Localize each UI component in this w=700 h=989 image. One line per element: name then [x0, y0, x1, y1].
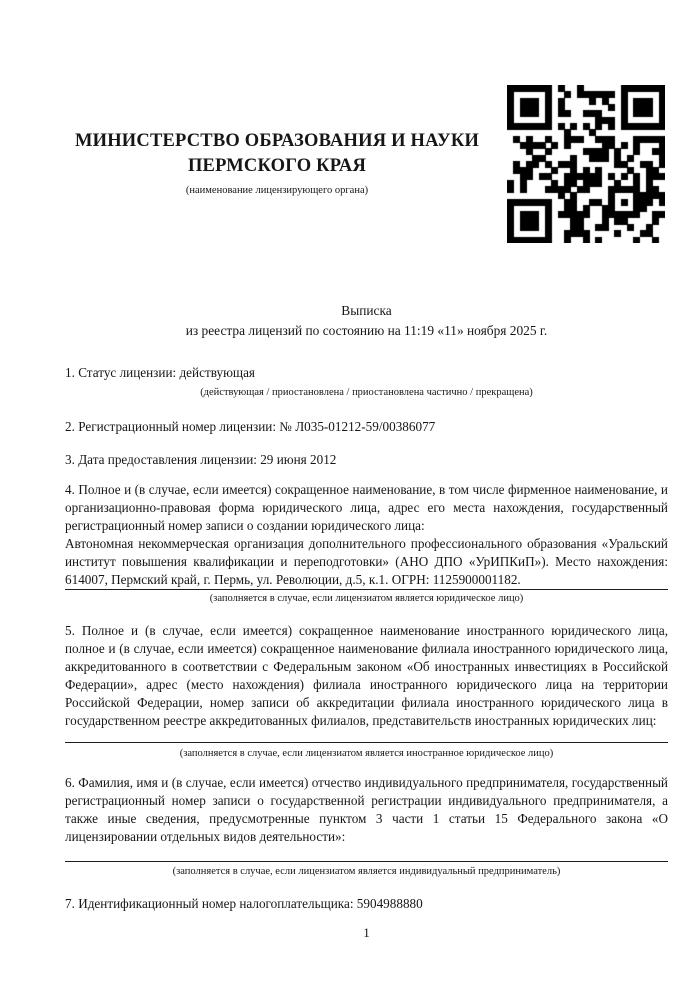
item-registration-number: 2. Регистрационный номер лицензии: № Л035-01212-59/00386077	[65, 419, 436, 434]
item-taxpayer-number: 7. Идентификационный номер налогоплательщика: 5904988880	[65, 896, 423, 911]
document-title-line1: Выписка	[341, 303, 392, 318]
page-number: 1	[363, 925, 370, 940]
document-title	[65, 301, 668, 341]
item-individual-entrepreneur: 6. Фамилия, имя и (в случае, если имеется) отчество индивидуального предпринимателя, государственный регистрационный номер записи о государственной регистрации индивидуального предпринимателя, а также иные сведения, предусмотренные пунктом 3 части 1 статьи 15 Федерального закона «О лицензировании отдельных видов деятельности»:	[65, 775, 668, 844]
item-legal-entity-label: 4. Полное и (в случае, если имеется) сокращенное наименование, в том числе фирменное наименование, и организационно-правовая форма юридического лица, адрес его места нахождения, государственный регистрационный номер записи о создании юридического лица:	[65, 482, 668, 533]
qr-code-icon	[507, 85, 665, 243]
item-legal-entity-value: Автономная некоммерческая организация дополнительного профессионального образования «Уральский институт повышения квалификации и переподготовки» (АНО ДПО «УрИПКиП»). Место нахождения: 614007, Пермский край, г. Пермь, ул. Революции, д.5, к.1. ОГРН: 1125900001182.	[65, 536, 668, 587]
licensing-authority-header	[57, 129, 497, 197]
item-individual-entrepreneur-caption: (заполняется в случае, если лицензиатом является индивидуальный предприниматель)	[172, 866, 561, 877]
item-foreign-entity-caption: (заполняется в случае, если лицензиатом является иностранное юридическое лицо)	[179, 748, 554, 759]
item-individual-entrepreneur-fill-line	[65, 846, 668, 862]
item-foreign-entity: 5. Полное и (в случае, если имеется) сокращенное наименование иностранного юридического лица, полное и (в случае, если имеется) сокращенное наименование филиала иностранного юридического лица, аккредитованного в соответствии с Федеральным законом «Об иностранных инвестициях в Российской Федерации», адрес (место нахождения) филиала иностранного юридического лица на территории Российской Федерации, номер записи об аккредитации филиала иностранного юридического лица в государственном реестре аккредитованных филиалов, представительств иностранных юридических лиц:	[65, 623, 668, 728]
document-title-line2: из реестра лицензий по состоянию на 11:19 «11» ноября 2025 г.	[185, 323, 548, 338]
item-license-status: 1. Статус лицензии: действующая	[65, 365, 256, 380]
ministry-caption: (наименование лицензирующего органа)	[185, 185, 369, 196]
item-license-status-caption: (действующая / приостановлена / приостановлена частично / прекращена)	[200, 387, 533, 398]
item-legal-entity-caption: (заполняется в случае, если лицензиатом является юридическое лицо)	[209, 593, 524, 604]
license-items	[65, 364, 668, 913]
item-grant-date: 3. Дата предоставления лицензии: 29 июня 2012	[65, 452, 337, 467]
item-foreign-entity-fill-line	[65, 730, 668, 743]
item-legal-entity	[65, 481, 668, 590]
ministry-name: МИНИСТЕРСТВО ОБРАЗОВАНИЯ И НАУКИ ПЕРМСКОГО КРАЯ	[74, 131, 480, 176]
